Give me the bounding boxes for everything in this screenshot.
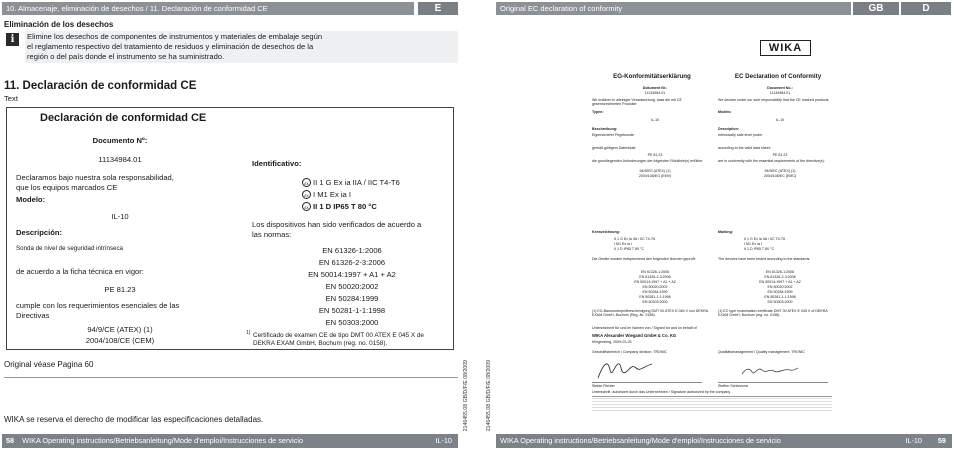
marking-1: II 1 G Ex ia IIA / IIC T4-T6 — [313, 178, 400, 187]
en-footnote: (1) EC type examination certificate DMT 00 ATEX E 045 X of DEKRA EXAM GmbH, Bochum (reg. no. 0158). — [718, 309, 828, 318]
datasheet-label: de acuerdo a la ficha técnica en vigor: — [16, 267, 144, 276]
en-standard-3: EN 50014:1997 + A1 + A2 — [759, 280, 801, 284]
marking-3: II 1 D IP65 T 80 °C — [313, 202, 377, 211]
standard-1: EN 61326-1:2006 — [322, 246, 382, 255]
de-desc: Eigensicherer Pegelsonde — [592, 133, 634, 137]
footer-page-number: 59 — [937, 436, 946, 445]
language-badge-e: E — [418, 2, 458, 15]
declaration-title: Declaración de conformidad CE — [40, 112, 207, 124]
original-note: Original véase Pagina 60 — [4, 360, 94, 369]
en-standard-7: EN 50303:2000 — [767, 300, 793, 304]
footer-model: IL-10 — [435, 436, 452, 445]
left-vertical-code: 2146455.08 GB/D/F/E 08/2009 — [463, 360, 469, 432]
en-model-label: Models: — [718, 110, 732, 114]
en-doc-number: 11134984.01 — [769, 91, 791, 95]
disposal-line-1: Elimine los desechos de componentes de instrumentos y materiales de embalaje según — [27, 32, 323, 41]
en-directive-2: 2004/108/EC (EMC) — [763, 174, 797, 178]
right-page-header: Original EC declaration of conformity — [496, 2, 851, 15]
de-marking-1: II 1 G Ex ia IIA / IIC T4-T6 — [614, 237, 656, 241]
disposal-line-2: el reglamento respectivo del tratamiento de residuos y eliminación de desechos de la — [27, 42, 314, 51]
document-number: 11134984.01 — [98, 155, 142, 164]
requirements-line-2: Directivas — [16, 311, 50, 320]
right-page-footer — [496, 434, 952, 448]
de-datasheet-value: PE 81.23 — [647, 153, 663, 157]
en-marking-2: I M1 Ex ia I — [744, 242, 762, 246]
directive-atex: 94/9/CE (ATEX) (1) — [87, 325, 153, 334]
requirements-line-1: cumple con los requerimientos esenciales de las — [16, 301, 180, 310]
de-intro: Wir erklären in alleiniger Verantwortung, dass die mit CE gekennzeichneten Produkte — [592, 98, 682, 107]
left-role: Geschäftsbereich / Company division: TRONIC — [592, 350, 668, 354]
de-model: IL-10 — [650, 118, 660, 122]
section-subtitle: Text — [4, 94, 18, 103]
de-marking-3: II 1 D IP65 T 80 °C — [614, 247, 645, 251]
de-standard-4: EN 50020:2002 — [642, 285, 668, 289]
de-standard-2: EN 61326-2-3:2006 — [639, 275, 671, 279]
de-type-label: Typen: — [592, 110, 604, 114]
en-model: IL-10 — [775, 118, 785, 122]
footnote-line-1: Certificado de examen CE de tipo DMT 00 ATEX E 045 X de — [253, 332, 424, 339]
description-value: Sonda de nivel de seguridad intrínseca — [16, 245, 123, 252]
signer-left: Stefan Richter — [592, 384, 615, 388]
en-marking-label: Marking: — [718, 230, 733, 234]
footnote-mark: 1) — [246, 330, 251, 336]
info-icon: i — [6, 33, 19, 46]
footer-model: IL-10 — [905, 436, 922, 445]
right-role: Qualitätsmanagement / Quality management: TRONIC — [718, 350, 806, 354]
en-title: EC Declaration of Conformity — [734, 73, 822, 80]
directive-emc: 2004/108/CE (CEM) — [85, 336, 155, 345]
footer-title: WIKA Operating instructions/Betriebsanleitung/Mode d'emploi/Instrucciones de servicio — [22, 436, 303, 445]
de-standard-5: EN 50284:1999 — [642, 290, 668, 294]
signed-for: Unterzeichnet für und im Namen von / Signed for and on behalf of — [592, 326, 697, 330]
divider — [4, 377, 458, 378]
en-marking-3: II 1 D IP65 T 80 °C — [744, 247, 775, 251]
en-datasheet-value: PE 81.23 — [772, 153, 788, 157]
left-page-footer — [2, 434, 458, 448]
de-tested: Die Geräte wurden entsprechend den folgenden Normen geprüft: — [592, 257, 696, 261]
model-value: IL-10 — [111, 212, 129, 221]
company-name: WIKA Alexander Wiegand GmbH & Co. KG — [592, 333, 677, 338]
de-directive-1: 94/9/EG (ATEX) (1) — [639, 169, 671, 173]
standard-3: EN 50014:1997 + A1 + A2 — [308, 270, 396, 279]
ex-marking-icon: εx — [302, 178, 311, 187]
standard-2: EN 61326-2-3:2006 — [318, 258, 386, 267]
en-standard-1: EN 61326-1:2006 — [765, 270, 795, 274]
en-directive-1: 94/9/EC (ATEX) (1) — [764, 169, 796, 173]
language-badge-d: D — [901, 2, 951, 15]
document-number-label: Documento Nº: — [92, 136, 148, 145]
standard-6: EN 50281-1-1:1998 — [318, 306, 386, 315]
de-footnote: (1) EG-Baumusterprüfbescheinigung DMT 00 ATEX E 045 X von DEKRA EXAM GmbH, Bochum (Reg.-Nr. 0158). — [592, 309, 708, 318]
en-doc-label: Document No.: — [767, 86, 793, 90]
de-title: EG-Konformitätserklärung — [613, 73, 691, 80]
signature-right — [740, 362, 800, 380]
de-standard-7: EN 50303:2000 — [642, 300, 668, 304]
de-standard-6: EN 50281-1-1:1998 — [639, 295, 671, 299]
disposal-title: Eliminación de los desechos — [4, 20, 114, 29]
de-marking-2: I M1 Ex ia I — [614, 242, 632, 246]
signature-line-right — [718, 382, 828, 383]
de-marking-label: Kennzeichnung: — [592, 230, 620, 234]
de-datasheet: gemäß gültigem Datenblatt: — [592, 146, 637, 150]
wika-logo: WIKA — [760, 40, 811, 56]
marking-2: I M1 Ex ia I — [313, 190, 351, 199]
de-standard-3: EN 50014:1997 + A1 + A2 — [634, 280, 676, 284]
model-label: Modelo: — [16, 195, 46, 204]
address-divider — [592, 396, 832, 397]
en-standard-4: EN 50020:2002 — [767, 285, 793, 289]
place-date: Klingenberg, 2009-03-23 — [592, 340, 632, 344]
en-datasheet: according to the valid data sheet: — [718, 146, 771, 150]
signer-right: Steffen Schlesiona — [718, 384, 748, 388]
address-block — [592, 398, 832, 412]
identification-label: Identificativo: — [252, 159, 302, 168]
left-page-header: 10. Almacenaje, eliminación de desechos / 11. Declaración de conformidad CE — [2, 2, 414, 15]
section-title: 11. Declaración de conformidad CE — [4, 80, 197, 92]
verified-line-2: las normas: — [252, 230, 292, 239]
en-standard-5: EN 50284:1999 — [767, 290, 793, 294]
footnote-line-2: DEKRA EXAM GmbH, Bochum (reg. no. 0158). — [253, 340, 388, 347]
standard-7: EN 50303:2000 — [325, 318, 379, 327]
footer-title: WIKA Operating instructions/Betriebsanleitung/Mode d'emploi/Instrucciones de servicio — [500, 436, 781, 445]
de-directive-2: 2004/108/EG (EMV) — [638, 174, 672, 178]
de-standard-1: EN 61326-1:2006 — [640, 270, 670, 274]
de-doc-number: 11134984.01 — [644, 91, 666, 95]
declaration-intro-2: que los equipos marcados CE — [16, 183, 118, 192]
en-standard-6: EN 50281-1-1:1998 — [764, 295, 796, 299]
en-requirements: are in conformity with the essential requirements of the directive(s): — [718, 159, 825, 163]
description-label: Descripción: — [16, 228, 62, 237]
de-desc-label: Beschreibung: — [592, 127, 618, 131]
de-doc-label: Dokument Nr.: — [642, 86, 668, 90]
signature-line-left — [592, 382, 702, 383]
signature-note: Unterschrift, autorisiert durch das Unternehmen / Signature authorized by the company — [592, 390, 731, 394]
en-marking-1: II 1 G Ex ia IIA / IIC T4-T6 — [744, 237, 786, 241]
en-desc-label: Description: — [718, 127, 739, 131]
standard-5: EN 50284:1999 — [325, 294, 379, 303]
footer-page-number: 58 — [6, 436, 15, 445]
ex-marking-icon: εx — [302, 190, 311, 199]
standard-4: EN 50020:2002 — [325, 282, 379, 291]
verified-line-1: Los dispositivos han sido verificados de acuerdo a — [252, 220, 422, 229]
de-requirements: die grundlegenden Anforderungen der folgenden Richtlinie(n) erfüllen: — [592, 159, 704, 163]
reserve-note: WIKA se reserva el derecho de modificar las especificaciones detalladas. — [4, 415, 264, 424]
en-tested: The devices have been tested according to the standards: — [718, 257, 811, 261]
signature-left — [596, 358, 656, 382]
en-desc: Intrinsically safe level probe — [718, 133, 763, 137]
datasheet-value: PE 81.23 — [104, 285, 136, 294]
en-intro: We declare under our sole responsibility that the CE marked products — [718, 98, 829, 102]
language-badge-gb: GB — [853, 2, 899, 15]
en-standard-2: EN 61326-2-3:2006 — [764, 275, 796, 279]
right-vertical-code: 2146455.08 GB/D/F/E 08/2009 — [486, 360, 492, 432]
ex-marking-icon: εx — [302, 202, 311, 211]
disposal-line-3: región o del país donde el instrumento se ha suministrado. — [27, 52, 225, 61]
declaration-intro-1: Declaramos bajo nuestra sola responsabilidad, — [16, 173, 174, 182]
